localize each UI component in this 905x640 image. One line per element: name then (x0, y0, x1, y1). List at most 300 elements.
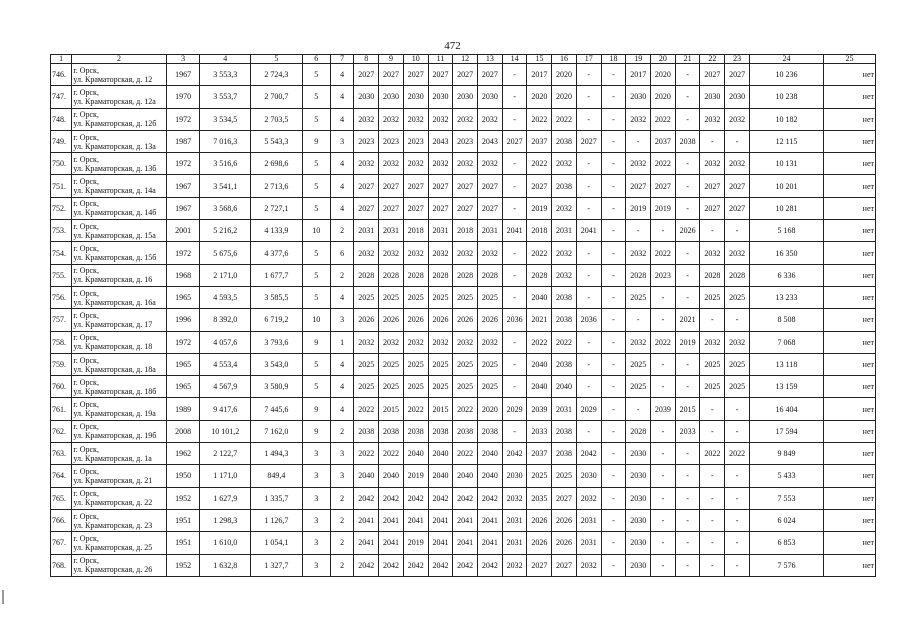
address-city: г. Орск, (73, 177, 99, 187)
address-cell (72, 264, 166, 286)
table-cell: 2038 (478, 420, 503, 442)
table-cell: 1967 (166, 64, 200, 86)
table-cell: нет (824, 532, 876, 554)
table-cell: - (576, 64, 601, 86)
table-cell: 5 (302, 86, 330, 108)
table-cell: 1989 (166, 398, 200, 420)
address-street: ул. Краматорская, д. 16 (73, 275, 153, 285)
row-number: 761. (51, 398, 72, 420)
column-header: 9 (379, 55, 404, 64)
table-cell: 2028 (354, 264, 379, 286)
table-cell: нет (824, 376, 876, 398)
table-cell: 4 377,6 (251, 242, 303, 264)
table-cell: 2032 (626, 153, 651, 175)
table-cell: 2031 (502, 532, 527, 554)
table-cell: 2027 (700, 64, 725, 86)
table-cell: 2032 (478, 108, 503, 130)
table-cell: - (725, 487, 750, 509)
table-cell: - (700, 220, 725, 242)
column-header: 20 (651, 55, 676, 64)
table-cell: нет (824, 554, 876, 576)
table-cell: 2041 (379, 509, 404, 531)
table-cell: 4 (330, 353, 354, 375)
row-number: 762. (51, 420, 72, 442)
row-number: 754. (51, 242, 72, 264)
table-cell: 3 516,6 (200, 153, 251, 175)
table-cell: - (601, 509, 626, 531)
table-cell: - (651, 554, 676, 576)
row-number: 757. (51, 309, 72, 331)
table-cell: 1952 (166, 487, 200, 509)
column-header: 5 (251, 55, 303, 64)
table-cell: нет (824, 108, 876, 130)
address-cell (72, 108, 166, 130)
column-header: 15 (527, 55, 552, 64)
table-cell: 2041 (403, 509, 428, 531)
table-row (51, 108, 876, 130)
table-cell: 2026 (453, 309, 478, 331)
column-header: 24 (749, 55, 823, 64)
table-cell: 2026 (379, 309, 404, 331)
address-city: г. Орск, (73, 244, 99, 254)
table-cell: 2041 (453, 532, 478, 554)
table-row (51, 220, 876, 242)
table-cell: 1970 (166, 86, 200, 108)
table-cell: 2019 (403, 532, 428, 554)
address-city: г. Орск, (73, 556, 99, 566)
table-cell: - (725, 420, 750, 442)
table-cell: - (576, 153, 601, 175)
table-cell: 3 534,5 (200, 108, 251, 130)
table-cell: 1972 (166, 242, 200, 264)
table-cell: - (576, 420, 601, 442)
row-number: 748. (51, 108, 72, 130)
table-cell: - (601, 465, 626, 487)
table-cell: 2 171,0 (200, 264, 251, 286)
table-cell: 2030 (626, 443, 651, 465)
table-cell: 2032 (626, 108, 651, 130)
table-cell: 3 (330, 465, 354, 487)
table-cell: 2015 (379, 398, 404, 420)
table-cell: - (576, 86, 601, 108)
table-cell: 2032 (379, 331, 404, 353)
table-cell: 2040 (527, 376, 552, 398)
table-cell: 2027 (576, 130, 601, 152)
table-cell: 1968 (166, 264, 200, 286)
table-cell: 2022 (354, 443, 379, 465)
address-street: ул. Краматорская, д. 16а (73, 297, 156, 307)
table-cell: 16 350 (749, 242, 823, 264)
row-number: 763. (51, 443, 72, 465)
table-cell: 2026 (675, 220, 700, 242)
table-cell: 2032 (428, 242, 453, 264)
table-cell: 16 404 (749, 398, 823, 420)
table-cell: 3 553,7 (200, 86, 251, 108)
table-cell: - (651, 220, 676, 242)
table-cell: 4 (330, 197, 354, 219)
table-cell: - (502, 286, 527, 308)
table-cell: 5 (302, 264, 330, 286)
address-street: ул. Краматорская, д. 26 (73, 565, 153, 575)
table-cell: 2040 (552, 376, 577, 398)
table-cell: 2041 (453, 509, 478, 531)
table-cell: нет (824, 309, 876, 331)
address-street: ул. Краматорская, д. 12б (73, 119, 157, 129)
table-cell: 2032 (428, 331, 453, 353)
table-cell: 2042 (379, 487, 404, 509)
table-cell: 2025 (478, 286, 503, 308)
table-cell: нет (824, 465, 876, 487)
table-cell: 2031 (379, 220, 404, 242)
table-cell: 2026 (403, 309, 428, 331)
table-cell: 9 (302, 398, 330, 420)
table-cell: 2025 (626, 286, 651, 308)
table-cell: 2018 (403, 220, 428, 242)
table-cell: 2032 (354, 108, 379, 130)
table-cell: - (675, 86, 700, 108)
table-row (51, 554, 876, 576)
table-body (51, 55, 876, 577)
table-cell: 2032 (354, 153, 379, 175)
table-cell: 2027 (403, 175, 428, 197)
table-cell: 2027 (478, 64, 503, 86)
table-cell: 2022 (527, 153, 552, 175)
table-cell: - (675, 465, 700, 487)
column-header: 8 (354, 55, 379, 64)
table-cell: - (601, 286, 626, 308)
table-cell: 2032 (403, 242, 428, 264)
table-cell: 1951 (166, 509, 200, 531)
table-cell: 2025 (552, 465, 577, 487)
table-cell: - (651, 376, 676, 398)
table-cell: 2026 (527, 532, 552, 554)
table-cell: 1 335,7 (251, 487, 303, 509)
table-cell: 5 216,2 (200, 220, 251, 242)
table-cell: 2027 (379, 197, 404, 219)
table-cell: - (502, 153, 527, 175)
table-cell: нет (824, 509, 876, 531)
table-cell: 2022 (725, 443, 750, 465)
table-cell: 2025 (626, 353, 651, 375)
table-cell: 2042 (354, 554, 379, 576)
table-cell: 2026 (552, 532, 577, 554)
column-header: 16 (552, 55, 577, 64)
row-number: 760. (51, 376, 72, 398)
address-cell (72, 153, 166, 175)
table-cell: 2027 (527, 175, 552, 197)
table-cell: 2032 (700, 153, 725, 175)
address-street: ул. Краматорская, д. 15б (73, 253, 157, 263)
table-cell: 2032 (502, 487, 527, 509)
address-cell (72, 64, 166, 86)
table-cell: 2027 (428, 175, 453, 197)
table-cell: - (576, 175, 601, 197)
table-cell: 2028 (478, 264, 503, 286)
table-cell: 2019 (626, 197, 651, 219)
table-cell: 2040 (478, 443, 503, 465)
page-number: 472 (444, 40, 461, 52)
table-cell: 2027 (725, 64, 750, 86)
table-cell: 2030 (502, 465, 527, 487)
table-cell: 2038 (675, 130, 700, 152)
address-cell (72, 130, 166, 152)
table-cell: 2027 (626, 175, 651, 197)
table-cell: 4 (330, 153, 354, 175)
table-cell: 10 238 (749, 86, 823, 108)
table-cell: 10 182 (749, 108, 823, 130)
table-cell: 2 698,6 (251, 153, 303, 175)
table-cell: 2032 (552, 197, 577, 219)
table-cell: нет (824, 420, 876, 442)
table-cell: 10 281 (749, 197, 823, 219)
table-cell: - (725, 554, 750, 576)
table-cell: 2028 (626, 420, 651, 442)
table-cell: 10 101,2 (200, 420, 251, 442)
table-cell: 2042 (576, 443, 601, 465)
table-cell: 2042 (428, 487, 453, 509)
address-street: ул. Краматорская, д. 17 (73, 319, 153, 329)
table-cell: 2018 (527, 220, 552, 242)
table-row (51, 286, 876, 308)
table-cell: 9 (302, 130, 330, 152)
table-cell: 4 567,9 (200, 376, 251, 398)
column-header: 11 (428, 55, 453, 64)
table-cell: 5 (302, 353, 330, 375)
table-cell: 3 (302, 509, 330, 531)
table-cell: 2042 (502, 443, 527, 465)
table-cell: - (651, 443, 676, 465)
address-cell (72, 309, 166, 331)
table-cell: 2027 (428, 197, 453, 219)
table-cell: - (601, 130, 626, 152)
table-cell: 2021 (527, 309, 552, 331)
table-cell: 2032 (453, 242, 478, 264)
table-cell: 2023 (651, 264, 676, 286)
table-row (51, 532, 876, 554)
table-cell: 2042 (478, 487, 503, 509)
table-cell: 2030 (576, 465, 601, 487)
address-city: г. Орск, (73, 444, 99, 454)
address-street: ул. Краматорская, д. 13а (73, 141, 156, 151)
table-cell: 1 327,7 (251, 554, 303, 576)
table-cell: 2041 (354, 509, 379, 531)
table-cell: 2031 (576, 532, 601, 554)
table-cell: - (725, 398, 750, 420)
table-cell: 6 336 (749, 264, 823, 286)
table-cell: 849,4 (251, 465, 303, 487)
table-cell: 2028 (453, 264, 478, 286)
table-cell: 1 494,3 (251, 443, 303, 465)
table-cell: 2030 (626, 509, 651, 531)
table-cell: 2022 (453, 398, 478, 420)
table-cell: 2032 (403, 153, 428, 175)
table-cell: нет (824, 487, 876, 509)
table-cell: - (626, 220, 651, 242)
address-city: г. Орск, (73, 310, 99, 320)
table-cell: 2032 (552, 264, 577, 286)
table-cell: - (626, 309, 651, 331)
table-cell: - (502, 376, 527, 398)
table-cell: 2025 (403, 353, 428, 375)
row-number: 758. (51, 331, 72, 353)
table-cell: 2030 (403, 86, 428, 108)
table-cell: 5 543,3 (251, 130, 303, 152)
table-cell: 2032 (725, 153, 750, 175)
table-cell: 2028 (626, 264, 651, 286)
table-cell: 2015 (675, 398, 700, 420)
table-cell: 2028 (379, 264, 404, 286)
column-header: 1 (51, 55, 72, 64)
address-street: ул. Краматорская, д. 12 (73, 74, 153, 84)
table-cell: - (700, 420, 725, 442)
table-cell: нет (824, 130, 876, 152)
table-cell: - (576, 286, 601, 308)
table-cell: - (651, 420, 676, 442)
table-cell: 2032 (379, 153, 404, 175)
row-number: 768. (51, 554, 72, 576)
address-city: г. Орск, (73, 355, 99, 365)
address-city: г. Орск, (73, 466, 99, 476)
table-cell: 2030 (379, 86, 404, 108)
table-cell: 2 122,7 (200, 443, 251, 465)
table-cell: 6 719,2 (251, 309, 303, 331)
table-cell: - (675, 509, 700, 531)
table-cell: 2032 (725, 242, 750, 264)
table-cell: 2027 (527, 554, 552, 576)
table-row (51, 153, 876, 175)
table-cell: нет (824, 220, 876, 242)
table-cell: 2022 (527, 108, 552, 130)
address-street: ул. Краматорская, д. 1а (73, 453, 152, 463)
table-cell: 1 627,9 (200, 487, 251, 509)
table-cell: 2030 (428, 86, 453, 108)
table-cell: 2042 (403, 487, 428, 509)
table-cell: 1972 (166, 153, 200, 175)
table-cell: 2032 (700, 331, 725, 353)
table-cell: 2021 (675, 309, 700, 331)
table-cell: - (601, 398, 626, 420)
housing-register-table (50, 54, 876, 577)
address-cell (72, 487, 166, 509)
table-cell: 2028 (428, 264, 453, 286)
table-cell: 2001 (166, 220, 200, 242)
table-row (51, 242, 876, 264)
table-cell: 2040 (453, 465, 478, 487)
table-cell: 2041 (379, 532, 404, 554)
column-header: 25 (824, 55, 876, 64)
table-cell: - (601, 108, 626, 130)
table-row (51, 353, 876, 375)
address-city: г. Орск, (73, 132, 99, 142)
table-cell: 2023 (379, 130, 404, 152)
row-number: 759. (51, 353, 72, 375)
table-cell: 2039 (651, 398, 676, 420)
table-cell: 4 057,6 (200, 331, 251, 353)
column-header: 6 (302, 55, 330, 64)
table-row (51, 465, 876, 487)
table-cell: 2 713,6 (251, 175, 303, 197)
column-header: 18 (601, 55, 626, 64)
table-cell: 2025 (403, 376, 428, 398)
table-cell: 2043 (478, 130, 503, 152)
address-cell (72, 86, 166, 108)
table-cell: 2032 (478, 331, 503, 353)
column-header: 13 (478, 55, 503, 64)
table-cell: 2030 (626, 532, 651, 554)
table-cell: 2030 (725, 86, 750, 108)
table-cell: 5 (302, 175, 330, 197)
table-cell: 5 (302, 376, 330, 398)
table-cell: 2032 (700, 242, 725, 264)
table-cell: 4 553,4 (200, 353, 251, 375)
address-city: г. Орск, (73, 87, 99, 97)
table-cell: 2027 (502, 130, 527, 152)
table-cell: 2040 (428, 443, 453, 465)
address-city: г. Орск, (73, 377, 99, 387)
table-cell: 2030 (626, 465, 651, 487)
table-row (51, 309, 876, 331)
address-cell (72, 175, 166, 197)
table-cell: 2019 (403, 465, 428, 487)
row-number: 756. (51, 286, 72, 308)
table-cell: 1987 (166, 130, 200, 152)
table-cell: 5 (302, 242, 330, 264)
table-cell: 2038 (552, 443, 577, 465)
table-cell: 2025 (428, 286, 453, 308)
table-cell: 4 (330, 175, 354, 197)
table-cell: 2040 (428, 465, 453, 487)
table-cell: 7 445,6 (251, 398, 303, 420)
table-cell: 2 727,1 (251, 197, 303, 219)
table-cell: - (576, 353, 601, 375)
table-cell: 2027 (354, 64, 379, 86)
table-cell: 2040 (354, 465, 379, 487)
table-cell: 2020 (651, 86, 676, 108)
table-cell: 9 849 (749, 443, 823, 465)
table-cell: 1972 (166, 108, 200, 130)
header-row (51, 55, 876, 64)
table-cell: 2027 (354, 197, 379, 219)
table-cell: 3 585,5 (251, 286, 303, 308)
address-street: ул. Краматорская, д. 12а (73, 96, 156, 106)
table-cell: - (725, 465, 750, 487)
table-cell: - (502, 64, 527, 86)
table-cell: 2027 (453, 175, 478, 197)
table-cell: 2025 (379, 376, 404, 398)
table-cell: 4 (330, 108, 354, 130)
table-cell: 7 068 (749, 331, 823, 353)
table-cell: 2040 (403, 443, 428, 465)
table-cell: 2027 (700, 175, 725, 197)
table-cell: 7 576 (749, 554, 823, 576)
column-header: 14 (502, 55, 527, 64)
table-cell: - (675, 197, 700, 219)
table-cell: 2036 (576, 309, 601, 331)
table-cell: 3 (302, 532, 330, 554)
address-cell (72, 554, 166, 576)
address-city: г. Орск, (73, 400, 99, 410)
table-cell: 2030 (626, 487, 651, 509)
table-cell: - (700, 554, 725, 576)
address-cell (72, 465, 166, 487)
table-cell: - (626, 398, 651, 420)
table-cell: - (675, 242, 700, 264)
scan-margin-mark (2, 590, 4, 604)
address-city: г. Орск, (73, 199, 99, 209)
table-cell: 2008 (166, 420, 200, 442)
row-number: 746. (51, 64, 72, 86)
table-row (51, 420, 876, 442)
